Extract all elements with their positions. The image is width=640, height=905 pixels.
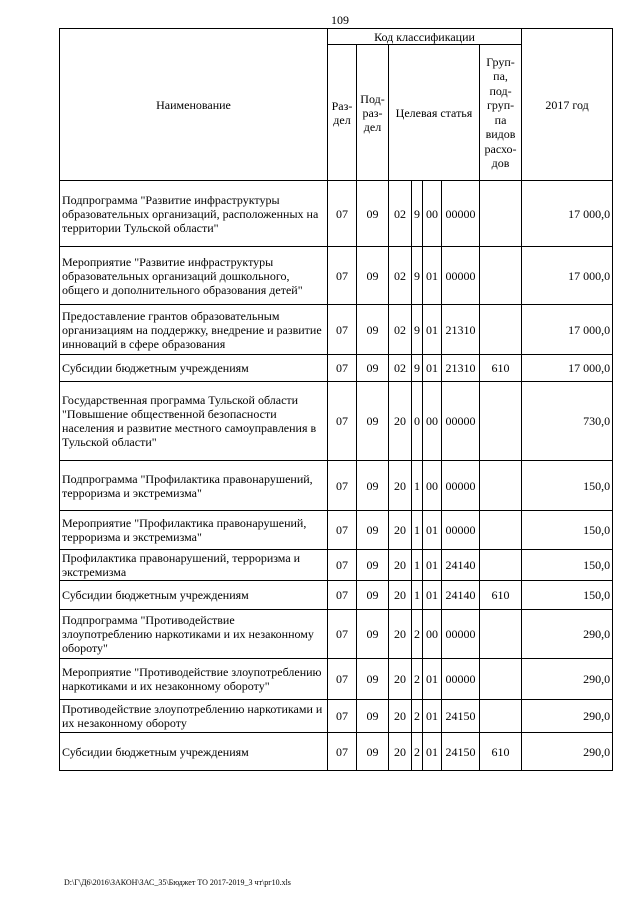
cell-t3: 01 bbox=[423, 550, 442, 581]
cell-t4: 21310 bbox=[442, 305, 480, 355]
cell-razdel: 07 bbox=[328, 355, 357, 382]
cell-t2: 0 bbox=[412, 382, 423, 461]
cell-name: Мероприятие "Профилактика правонарушений, терроризма и экстремизма" bbox=[60, 511, 328, 550]
cell-t4: 00000 bbox=[442, 659, 480, 700]
cell-t4: 24140 bbox=[442, 581, 480, 610]
cell-t4: 00000 bbox=[442, 247, 480, 305]
cell-t4: 00000 bbox=[442, 511, 480, 550]
cell-name: Противодействие злоупотреблению наркотиками и их незаконному обороту bbox=[60, 700, 328, 733]
table-row bbox=[60, 247, 613, 305]
header-name: Наименование bbox=[60, 29, 328, 181]
cell-t2: 1 bbox=[412, 461, 423, 511]
cell-group bbox=[480, 610, 522, 659]
cell-t2: 2 bbox=[412, 659, 423, 700]
cell-t2: 9 bbox=[412, 355, 423, 382]
page-number: 109 bbox=[331, 13, 349, 27]
cell-t1: 20 bbox=[389, 610, 412, 659]
cell-amount: 150,0 bbox=[522, 581, 613, 610]
cell-name: Профилактика правонарушений, терроризма и экстремизма bbox=[60, 550, 328, 581]
cell-t4: 24150 bbox=[442, 733, 480, 771]
cell-amount: 730,0 bbox=[522, 382, 613, 461]
cell-group bbox=[480, 659, 522, 700]
cell-amount: 290,0 bbox=[522, 659, 613, 700]
cell-amount: 150,0 bbox=[522, 550, 613, 581]
cell-group: 610 bbox=[480, 581, 522, 610]
cell-t2: 9 bbox=[412, 181, 423, 247]
cell-razdel: 07 bbox=[328, 511, 357, 550]
cell-t2: 2 bbox=[412, 700, 423, 733]
cell-t3: 00 bbox=[423, 610, 442, 659]
cell-amount: 17 000,0 bbox=[522, 247, 613, 305]
cell-t3: 01 bbox=[423, 581, 442, 610]
cell-t2: 9 bbox=[412, 305, 423, 355]
cell-podrazdel: 09 bbox=[357, 382, 389, 461]
cell-t4: 21310 bbox=[442, 355, 480, 382]
cell-razdel: 07 bbox=[328, 247, 357, 305]
cell-razdel: 07 bbox=[328, 305, 357, 355]
cell-podrazdel: 09 bbox=[357, 181, 389, 247]
cell-name: Подпрограмма "Противодействие злоупотреблению наркотиками и их незаконному обороту" bbox=[60, 610, 328, 659]
cell-t3: 01 bbox=[423, 700, 442, 733]
cell-amount: 17 000,0 bbox=[522, 305, 613, 355]
cell-t4: 00000 bbox=[442, 461, 480, 511]
cell-t2: 1 bbox=[412, 511, 423, 550]
table-row bbox=[60, 511, 613, 550]
cell-t3: 00 bbox=[423, 382, 442, 461]
table-body bbox=[60, 181, 613, 771]
cell-name: Субсидии бюджетным учреждениям bbox=[60, 355, 328, 382]
cell-group: 610 bbox=[480, 733, 522, 771]
cell-podrazdel: 09 bbox=[357, 355, 389, 382]
cell-name: Предоставление грантов образовательным организациям на поддержку, внедрение и развитие инноваций в сфере образования bbox=[60, 305, 328, 355]
cell-razdel: 07 bbox=[328, 659, 357, 700]
cell-t3: 01 bbox=[423, 659, 442, 700]
table-row bbox=[60, 733, 613, 771]
cell-podrazdel: 09 bbox=[357, 305, 389, 355]
header-podrazdel: Под- раз- дел bbox=[357, 45, 389, 181]
cell-t4: 24140 bbox=[442, 550, 480, 581]
cell-amount: 17 000,0 bbox=[522, 355, 613, 382]
header-group: Груп- па, под- груп- па видов расхо- дов bbox=[480, 45, 522, 181]
cell-t3: 01 bbox=[423, 511, 442, 550]
table-row bbox=[60, 461, 613, 511]
cell-t1: 20 bbox=[389, 733, 412, 771]
cell-t1: 02 bbox=[389, 355, 412, 382]
cell-group bbox=[480, 461, 522, 511]
table-row bbox=[60, 355, 613, 382]
cell-t2: 1 bbox=[412, 581, 423, 610]
cell-t1: 20 bbox=[389, 581, 412, 610]
cell-name: Государственная программа Тульской области "Повышение общественной безопасности населения и развитие местного самоуправления в Тульской области" bbox=[60, 382, 328, 461]
cell-name: Субсидии бюджетным учреждениям bbox=[60, 581, 328, 610]
cell-t1: 02 bbox=[389, 181, 412, 247]
header-target: Целевая статья bbox=[389, 45, 480, 181]
cell-name: Подпрограмма "Развитие инфраструктуры образовательных организаций, расположенных на территории Тульской области" bbox=[60, 181, 328, 247]
cell-group bbox=[480, 305, 522, 355]
file-path-footer: D:\Г\Д6\2016\ЗАКОН\ЗАС_35\Бюджет ТО 2017-2019_3 чт\рг10.xls bbox=[64, 878, 291, 887]
cell-name: Мероприятие "Противодействие злоупотреблению наркотиками и их незаконному обороту" bbox=[60, 659, 328, 700]
header-razdel: Раз- дел bbox=[328, 45, 357, 181]
table-row bbox=[60, 305, 613, 355]
cell-group bbox=[480, 511, 522, 550]
cell-amount: 17 000,0 bbox=[522, 181, 613, 247]
cell-t3: 01 bbox=[423, 733, 442, 771]
cell-t1: 20 bbox=[389, 659, 412, 700]
cell-t4: 00000 bbox=[442, 181, 480, 247]
cell-t3: 01 bbox=[423, 247, 442, 305]
table-row bbox=[60, 610, 613, 659]
cell-razdel: 07 bbox=[328, 181, 357, 247]
cell-t1: 20 bbox=[389, 382, 412, 461]
budget-table bbox=[59, 28, 613, 771]
cell-group bbox=[480, 247, 522, 305]
cell-t2: 2 bbox=[412, 610, 423, 659]
table-row bbox=[60, 382, 613, 461]
cell-group bbox=[480, 700, 522, 733]
cell-razdel: 07 bbox=[328, 733, 357, 771]
cell-group bbox=[480, 181, 522, 247]
table-row bbox=[60, 581, 613, 610]
cell-razdel: 07 bbox=[328, 461, 357, 511]
cell-podrazdel: 09 bbox=[357, 659, 389, 700]
cell-t1: 20 bbox=[389, 511, 412, 550]
cell-group bbox=[480, 382, 522, 461]
cell-podrazdel: 09 bbox=[357, 550, 389, 581]
cell-name: Субсидии бюджетным учреждениям bbox=[60, 733, 328, 771]
cell-amount: 290,0 bbox=[522, 700, 613, 733]
table-row bbox=[60, 700, 613, 733]
cell-t3: 00 bbox=[423, 461, 442, 511]
cell-podrazdel: 09 bbox=[357, 610, 389, 659]
cell-t1: 20 bbox=[389, 700, 412, 733]
cell-t1: 02 bbox=[389, 247, 412, 305]
cell-t1: 02 bbox=[389, 305, 412, 355]
table-row bbox=[60, 181, 613, 247]
cell-name: Мероприятие "Развитие инфраструктуры образовательных организаций дошкольного, общего и дополнительного образования детей" bbox=[60, 247, 328, 305]
cell-amount: 290,0 bbox=[522, 733, 613, 771]
cell-t4: 00000 bbox=[442, 610, 480, 659]
cell-razdel: 07 bbox=[328, 550, 357, 581]
cell-podrazdel: 09 bbox=[357, 461, 389, 511]
cell-podrazdel: 09 bbox=[357, 511, 389, 550]
table-row bbox=[60, 659, 613, 700]
cell-podrazdel: 09 bbox=[357, 581, 389, 610]
cell-group: 610 bbox=[480, 355, 522, 382]
cell-razdel: 07 bbox=[328, 610, 357, 659]
cell-podrazdel: 09 bbox=[357, 700, 389, 733]
header-code: Код классификации bbox=[328, 29, 522, 45]
header-year: 2017 год bbox=[522, 29, 613, 181]
cell-t3: 01 bbox=[423, 305, 442, 355]
table-row bbox=[60, 550, 613, 581]
cell-podrazdel: 09 bbox=[357, 733, 389, 771]
cell-razdel: 07 bbox=[328, 581, 357, 610]
cell-amount: 150,0 bbox=[522, 461, 613, 511]
cell-t2: 1 bbox=[412, 550, 423, 581]
cell-name: Подпрограмма "Профилактика правонарушений, терроризма и экстремизма" bbox=[60, 461, 328, 511]
cell-t4: 00000 bbox=[442, 382, 480, 461]
cell-t2: 2 bbox=[412, 733, 423, 771]
cell-t2: 9 bbox=[412, 247, 423, 305]
cell-amount: 150,0 bbox=[522, 511, 613, 550]
cell-podrazdel: 09 bbox=[357, 247, 389, 305]
cell-razdel: 07 bbox=[328, 382, 357, 461]
cell-t1: 20 bbox=[389, 550, 412, 581]
cell-t4: 24150 bbox=[442, 700, 480, 733]
cell-t1: 20 bbox=[389, 461, 412, 511]
cell-razdel: 07 bbox=[328, 700, 357, 733]
cell-group bbox=[480, 550, 522, 581]
cell-t3: 01 bbox=[423, 355, 442, 382]
cell-amount: 290,0 bbox=[522, 610, 613, 659]
cell-t3: 00 bbox=[423, 181, 442, 247]
